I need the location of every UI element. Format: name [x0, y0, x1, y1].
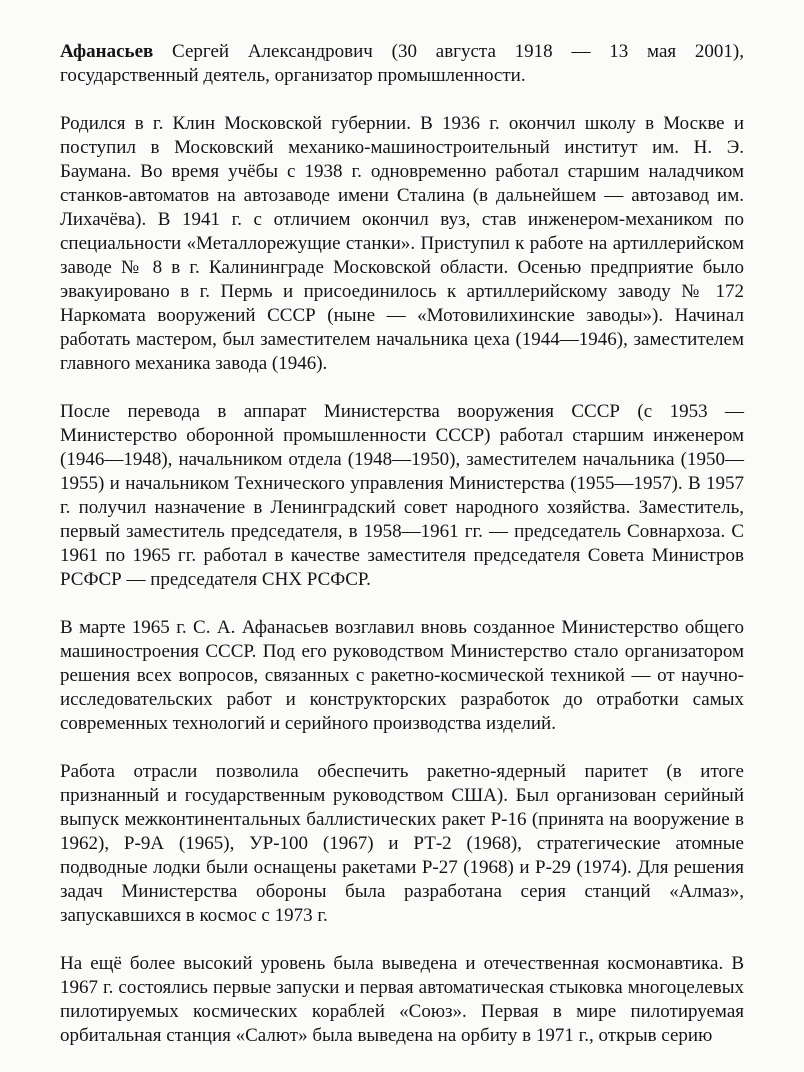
intro-text: Сергей Александрович (30 августа 1918 — 13 мая 2001), государственный деятель, организатор промышленности.: [60, 41, 744, 86]
paragraph-biography: Родился в г. Клин Московской губернии. В 1936 г. окончил школу в Москве и поступил в Московский механико-машиностроительный институт им. Н. Э. Баумана. Во время учёбы с 1938 г. одновременно работал старшим наладчиком станков-автоматов на автозаводе имени Сталина (в дальнейшем — автозавод им. Лихачёва). В 1941 г. с отличием окончил вуз, став инженером-механиком по специальности «Металлорежущие станки». Приступил к работе на артиллерийском заводе № 8 в г. Калининграде Московской области. Осенью предприятие было эвакуировано в г. Пермь и присоединилось к артиллерийскому заводу № 172 Наркомата вооружений СССР (ныне — «Мотовилихинские заводы»). Начинал работать мастером, был заместителем начальника цеха (1944—1946), заместителем главного механика завода (1946).: [60, 113, 744, 374]
document-page: [60, 40, 744, 1072]
paragraph-cosmonautics: На ещё более высокий уровень была выведена и отечественная космонавтика. В 1967 г. состоялись первые запуски и первая автоматическая стыковка многоцелевых пилотируемых космических кораблей «Союз». Первая в мире пилотируемая орбитальная станция «Салют» была выведена на орбиту в 1971 г., открыв серию: [60, 953, 744, 1046]
paragraph-general-machine-building: В марте 1965 г. С. А. Афанасьев возглавил вновь созданное Министерство общего машиностроения СССР. Под его руководством Министерство стало организатором решения всех вопросов, связанных с ракетно-космической техникой — от научно-исследовательских работ и конструкторских разработок до отработки самых современных технологий и серийного производства изделий.: [60, 617, 744, 734]
paragraph-ministry-career: После перевода в аппарат Министерства вооружения СССР (с 1953 — Министерство оборонной промышленности СССР) работал старшим инженером (1946—1948), начальником отдела (1948—1950), заместителем начальника (1950—1955) и начальником Технического управления Министерства (1955—1957). В 1957 г. получил назначение в Ленинградский совет народного хозяйства. Заместитель, первый заместитель председателя, в 1958—1961 гг. — председатель Совнархоза. С 1961 по 1965 гг. работал в качестве заместителя председателя Совета Министров РСФСР — председателя СНХ РСФСР.: [60, 401, 744, 590]
person-name: Афанасьев: [60, 41, 154, 62]
paragraph-missile-parity: Работа отрасли позволила обеспечить ракетно-ядерный паритет (в итоге признанный и государственным руководством США). Был организован серийный выпуск межконтинентальных баллистических ракет Р-16 (принята на вооружение в 1962), Р-9А (1965), УР-100 (1967) и РТ-2 (1968), стратегические атомные подводные лодки были оснащены ракетами Р-27 (1968) и Р-29 (1974). Для решения задач Министерства обороны была разработана серия станций «Алмаз», запускавшихся в космос с 1973 г.: [60, 761, 744, 926]
intro-paragraph: [60, 40, 744, 88]
